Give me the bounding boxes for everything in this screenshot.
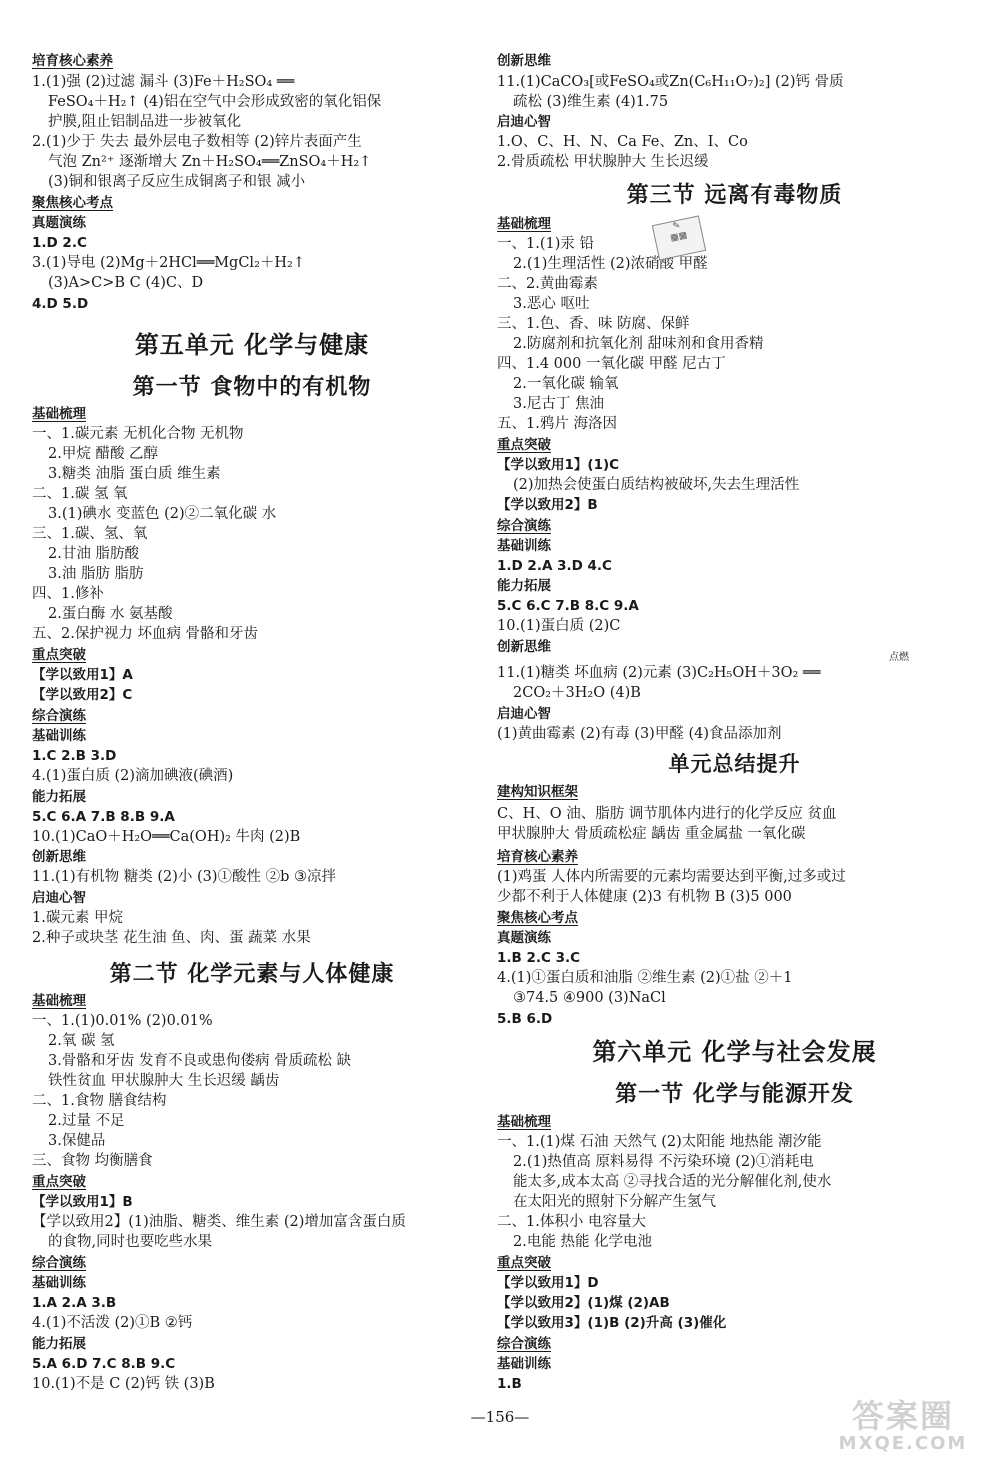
answer-line: 【学以致用1】B (32, 1194, 133, 1210)
answer-line: 5.C 6.A 7.B 8.B 9.A (32, 809, 175, 825)
answer-line: 1.D 2.A 3.D 4.C (497, 558, 612, 574)
answer-line: 【学以致用2】(1)油脂、糖类、维生素 (2)增加富含蛋白质 (32, 1214, 406, 1230)
answer-line: 2.防腐剂和抗氧化剂 甜味剂和食用香精 (513, 336, 764, 352)
answer-line: 5.C 6.C 7.B 8.C 9.A (497, 598, 639, 614)
answer-line: 气泡 Zn²⁺ 逐渐增大 Zn＋H₂SO₄══ZnSO₄＋H₂↑ (48, 154, 372, 170)
subsection-label: 重点突破 (32, 1174, 86, 1190)
answer-line: 2.(1)热值高 原料易得 不污染环境 (2)①消耗电 (513, 1154, 814, 1170)
subsection-label: 重点突破 (497, 437, 551, 453)
answer-line: 2CO₂＋3H₂O (4)B (513, 685, 641, 701)
answer-line: FeSO₄＋H₂↑ (4)铝在空气中会形成致密的氧化铝保 (48, 94, 382, 110)
reaction-condition: 点燃 (889, 652, 909, 663)
answer-line: 一、1.(1)汞 铅 (497, 236, 594, 252)
answer-line: 三、1.色、香、味 防腐、保鲜 (497, 316, 690, 332)
answer-line: 【学以致用2】C (32, 687, 133, 703)
subsection-label: 能力拓展 (32, 1336, 86, 1352)
subsection-label: 重点突破 (497, 1255, 551, 1271)
answer-line: 护膜,阻止铝制品进一步被氧化 (48, 114, 242, 130)
answer-line: (1)黄曲霉素 (2)有毒 (3)甲醛 (4)食品添加剂 (497, 726, 782, 742)
answer-line: (3)A>C>B C (4)C、D (48, 275, 204, 291)
subsection-label: 真题演练 (497, 930, 551, 946)
answer-line: C、H、O 油、脂肪 调节肌体内进行的化学反应 贫血 (497, 806, 837, 822)
subsection-label: 基础梳理 (497, 1114, 551, 1130)
answer-line: 二、1.食物 膳食结构 (32, 1093, 167, 1109)
answer-line: 2.一氧化碳 输氧 (513, 376, 619, 392)
subsection-label: 基础训练 (497, 1356, 551, 1372)
subsection-label: 重点突破 (32, 647, 86, 663)
answer-line: 五、2.保护视力 坏血病 骨骼和牙齿 (32, 626, 259, 642)
answer-line: 能太多,成本太高 ②寻找合适的光分解催化剂,使水 (513, 1174, 832, 1190)
answer-line: 三、1.碳、氢、氧 (32, 526, 148, 542)
answer-line: 2.过量 不足 (48, 1113, 125, 1129)
answer-line: 2.甘油 脂肪酸 (48, 546, 139, 562)
answer-line: 2.甲烷 醋酸 乙醇 (48, 446, 159, 462)
subsection-label: 启迪心智 (497, 114, 551, 130)
section-heading: 第二节 化学元素与人体健康 (109, 962, 395, 987)
subsection-label: 聚焦核心考点 (497, 910, 578, 926)
section-heading: 单元总结提升 (668, 752, 801, 776)
answer-line: 11.(1)有机物 糖类 (2)小 (3)①酸性 ②b ③凉拌 (32, 869, 337, 885)
section-heading: 第五单元 化学与健康 (134, 331, 370, 359)
answer-line: 3.(1)导电 (2)Mg＋2HCl══MgCl₂＋H₂↑ (32, 255, 305, 271)
answer-line: 1.B (497, 1376, 522, 1392)
subsection-label: 启迪心智 (32, 890, 86, 906)
answer-line: 二、1.体积小 电容量大 (497, 1214, 646, 1230)
section-heading: 第一节 化学与能源开发 (615, 1082, 854, 1107)
subsection-label: 综合演练 (497, 518, 551, 534)
subsection-label: 聚焦核心考点 (32, 195, 113, 211)
answer-line: 11.(1)CaCO₃[或FeSO₄或Zn(C₆H₁₁O₇)₂] (2)钙 骨质 (497, 74, 844, 90)
answer-line: 的食物,同时也要吃些水果 (48, 1234, 213, 1250)
answer-line: 2.蛋白酶 水 氨基酸 (48, 606, 173, 622)
answer-line: 1.B 2.C 3.C (497, 950, 581, 966)
answer-line: 4.D 5.D (32, 296, 89, 312)
watermark-line1: 答案圈 (851, 1397, 954, 1435)
answer-line: 4.(1)蛋白质 (2)滴加碘液(碘酒) (32, 768, 234, 784)
subsection-label: 基础梳理 (32, 993, 86, 1009)
answer-line: 1.D 2.C (32, 235, 87, 251)
answer-line: 3.保健品 (48, 1133, 106, 1149)
answer-line: 11.(1)糖类 坏血病 (2)元素 (3)C₂H₅OH＋3O₂ ══ (497, 665, 821, 681)
answer-line: 一、1.(1)煤 石油 天然气 (2)太阳能 地热能 潮汐能 (497, 1134, 822, 1150)
subsection-label: 综合演练 (32, 1255, 86, 1271)
answer-line: 10.(1)CaO＋H₂O══Ca(OH)₂ 牛肉 (2)B (32, 829, 301, 845)
answer-line: 【学以致用2】B (497, 497, 598, 513)
answer-line: (2)加热会使蛋白质结构被破坏,失去生理活性 (513, 477, 800, 493)
answer-line: ③74.5 ④900 (3)NaCl (513, 990, 666, 1006)
subsection-label: 创新思维 (497, 639, 551, 655)
subsection-label: 能力拓展 (32, 789, 86, 805)
answer-line: (3)铜和银离子反应生成铜离子和银 减小 (48, 174, 306, 190)
subsection-label: 基础梳理 (497, 216, 551, 232)
answer-line: 【学以致用1】(1)C (497, 457, 620, 473)
answer-line: 1.O、C、H、N、Ca Fe、Zn、I、Co (497, 134, 748, 150)
subsection-label: 综合演练 (32, 708, 86, 724)
stamp-image: ✎ ▦▦ (652, 215, 706, 260)
subsection-label: 真题演练 (32, 215, 86, 231)
watermark-line2: MXQE.COM (838, 1433, 968, 1454)
answer-line: 2.种子或块茎 花生油 鱼、肉、蛋 蔬菜 水果 (32, 930, 311, 946)
subsection-label: 创新思维 (32, 849, 86, 865)
subsection-label: 能力拓展 (497, 578, 551, 594)
answer-line: 10.(1)不是 C (2)钙 铁 (3)B (32, 1376, 215, 1392)
page-number: —156— (470, 1408, 530, 1426)
answer-line: 3.骨骼和牙齿 发育不良或患佝偻病 骨质疏松 缺 (48, 1053, 352, 1069)
answer-line: 3.油 脂肪 脂肪 (48, 566, 144, 582)
subsection-label: 基础训练 (32, 728, 86, 744)
subsection-label: 基础训练 (497, 538, 551, 554)
answer-line: 一、1.(1)0.01% (2)0.01% (32, 1013, 213, 1029)
answer-line: 2.骨质疏松 甲状腺肿大 生长迟缓 (497, 154, 709, 170)
answer-line: 五、1.鸦片 海洛因 (497, 416, 617, 432)
section-heading: 第一节 食物中的有机物 (132, 375, 372, 400)
section-heading: 第三节 远离有毒物质 (626, 183, 843, 208)
subsection-label: 综合演练 (497, 1336, 551, 1352)
answer-line: 【学以致用1】A (32, 667, 133, 683)
subsection-label: 启迪心智 (497, 706, 551, 722)
answer-line: 5.A 6.D 7.C 8.B 9.C (32, 1356, 176, 1372)
answer-line: 【学以致用2】(1)煤 (2)AB (497, 1295, 670, 1311)
subsection-label: 培育核心素养 (497, 849, 578, 865)
answer-line: 【学以致用3】(1)B (2)升高 (3)催化 (497, 1315, 727, 1331)
answer-line: 铁性贫血 甲状腺肿大 生长迟缓 龋齿 (48, 1073, 280, 1089)
subsection-label: 基础梳理 (32, 406, 86, 422)
answer-line: 疏松 (3)维生素 (4)1.75 (513, 94, 669, 110)
answer-line: 1.碳元素 甲烷 (32, 910, 123, 926)
answer-line: (1)鸡蛋 人体内所需要的元素均需要达到平衡,过多或过 (497, 869, 846, 885)
answer-line: 4.(1)不活泼 (2)①B ②钙 (32, 1315, 193, 1331)
answer-line: 四、1.4 000 一氧化碳 甲醛 尼古丁 (497, 356, 726, 372)
answer-line: 1.C 2.B 3.D (32, 748, 117, 764)
answer-line: 1.(1)强 (2)过滤 漏斗 (3)Fe＋H₂SO₄ ══ (32, 74, 295, 90)
answer-line: 1.A 2.A 3.B (32, 1295, 117, 1311)
answer-line: 10.(1)蛋白质 (2)C (497, 618, 621, 634)
answer-line: 三、食物 均衡膳食 (32, 1153, 153, 1169)
subsection-label: 创新思维 (497, 53, 551, 69)
section-heading: 第六单元 化学与社会发展 (592, 1038, 877, 1066)
answer-line: 一、1.碳元素 无机化合物 无机物 (32, 426, 244, 442)
answer-line: 4.(1)①蛋白质和油脂 ②维生素 (2)①盐 ②＋1 (497, 970, 793, 986)
answer-line: 2.电能 热能 化学电池 (513, 1234, 653, 1250)
answer-line: 3.(1)碘水 变蓝色 (2)②二氧化碳 水 (48, 506, 277, 522)
answer-line: 甲状腺肿大 骨质疏松症 龋齿 重金属盐 一氧化碳 (497, 826, 806, 842)
answer-line: 5.B 6.D (497, 1011, 553, 1027)
answer-line: 在太阳光的照射下分解产生氢气 (513, 1194, 716, 1210)
answer-line: 二、1.碳 氢 氧 (32, 486, 128, 502)
answer-line: 3.尼古丁 焦油 (513, 396, 604, 412)
answer-line: 3.糖类 油脂 蛋白质 维生素 (48, 466, 221, 482)
answer-line: 2.氧 碳 氢 (48, 1033, 115, 1049)
answer-line: 二、2.黄曲霉素 (497, 276, 598, 292)
answer-line: 少都不利于人体健康 (2)3 有机物 B (3)5 000 (497, 889, 792, 905)
subsection-label: 基础训练 (32, 1275, 86, 1291)
watermark (818, 1398, 988, 1458)
subsection-label: 培育核心素养 (32, 53, 113, 69)
answer-line: 2.(1)生理活性 (2)浓硝酸 甲醛 (513, 256, 708, 272)
answer-line: 3.恶心 呕吐 (513, 296, 590, 312)
subsection-label: 建构知识框架 (497, 784, 578, 800)
answer-line: 四、1.修补 (32, 586, 104, 602)
answer-line: 【学以致用1】D (497, 1275, 599, 1291)
answer-line: 2.(1)少于 失去 最外层电子数相等 (2)锌片表面产生 (32, 134, 362, 150)
